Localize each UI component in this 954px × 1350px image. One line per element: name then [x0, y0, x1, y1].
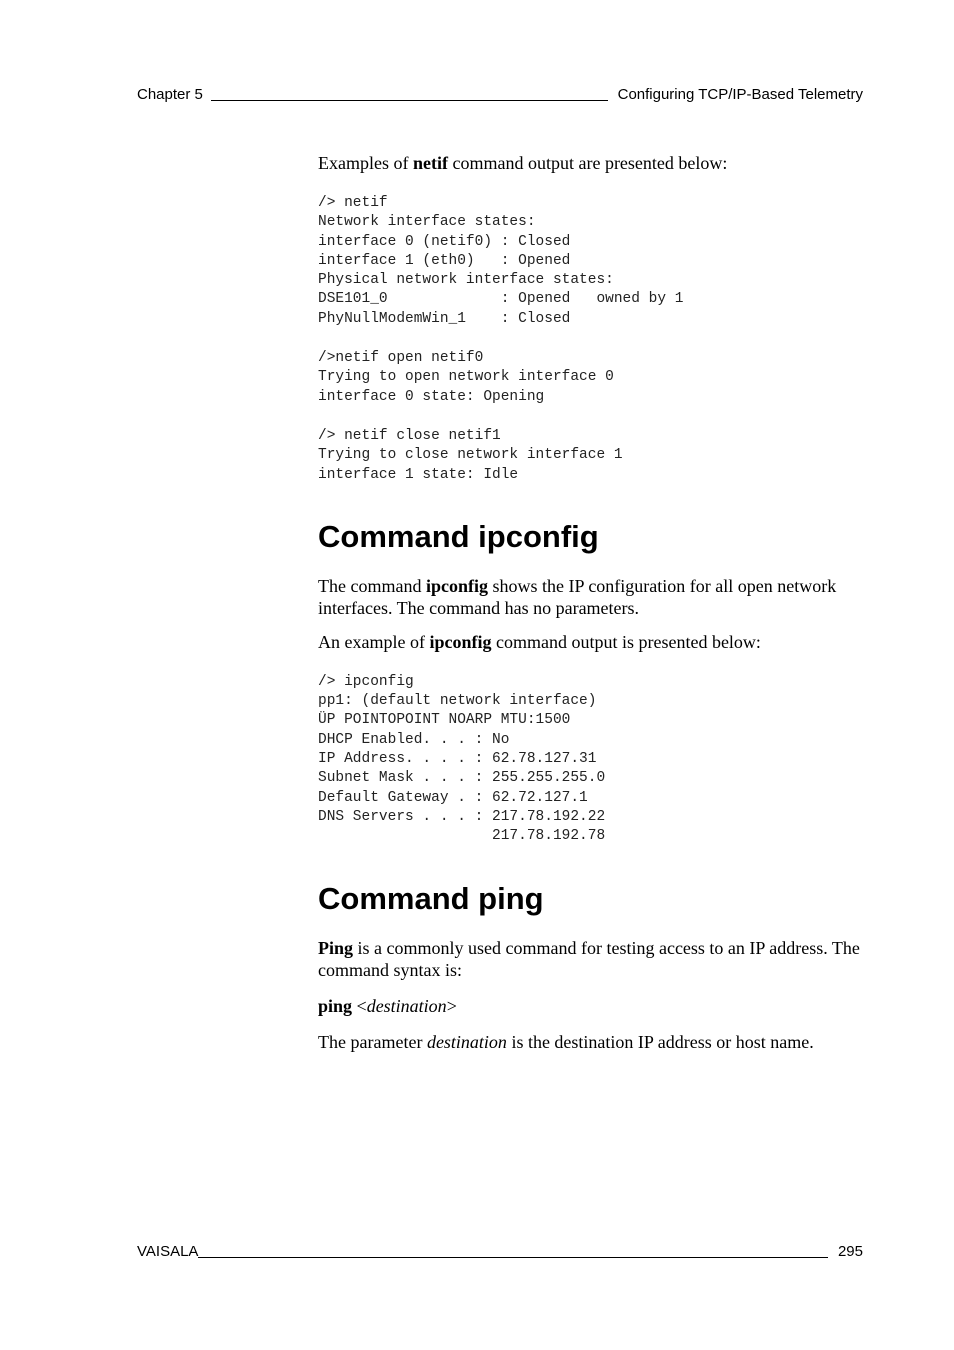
header-title: Configuring TCP/IP-Based Telemetry	[617, 86, 863, 103]
netif-intro-bold: netif	[412, 153, 448, 173]
ping-param-text-2: is the destination IP address or host name.	[506, 1031, 814, 1052]
netif-intro	[318, 152, 863, 174]
ping-syntax-command: ping	[318, 995, 353, 1016]
footer-rule	[198, 1257, 828, 1258]
ping-syntax	[318, 995, 863, 1017]
ipconfig-heading: Command ipconfig	[318, 518, 599, 554]
footer-brand: VAISALA	[137, 1243, 199, 1260]
ipconfig-example-intro	[318, 631, 863, 653]
netif-code-block-1: /> netif Network interface states: interface 0 (netif0) : Closed interface 1 (eth0) : Opened Physical network interface states: DSE101_0 : Opened owned by 1 PhyNullModemWin_1 : Closed	[318, 195, 684, 327]
ping-parameter-description	[318, 1031, 863, 1053]
header-chapter: Chapter 5	[137, 86, 203, 103]
ipconfig-example-bold: ipconfig	[429, 631, 492, 652]
header-rule	[211, 100, 608, 101]
footer-page-number: 295	[837, 1243, 863, 1260]
ping-syntax-close: >	[446, 995, 457, 1016]
netif-code-block-2: />netif open netif0 Trying to open network interface 0 interface 0 state: Opening	[318, 350, 614, 405]
netif-intro-text-2: command output are presented below:	[447, 153, 728, 173]
ping-description	[318, 937, 863, 981]
ping-syntax-param: destination	[366, 995, 447, 1016]
ping-desc-bold: Ping	[318, 937, 354, 958]
netif-code-block-3: /> netif close netif1 Trying to close network interface 1 interface 1 state: Idle	[318, 427, 623, 483]
ping-param-italic: destination	[426, 1031, 507, 1052]
ipconfig-desc-text-2: shows the IP configuration for all open network interfaces. The command has no parameters.	[318, 575, 837, 618]
ipconfig-example-text-1: An example of	[318, 631, 430, 652]
page-header	[137, 86, 863, 104]
ping-heading: Command ping	[318, 880, 544, 916]
ping-desc-text: is a commonly used command for testing access to an IP address. The command syntax is:	[318, 937, 860, 980]
ipconfig-desc-text-1: The command	[318, 575, 426, 596]
ipconfig-desc-bold: ipconfig	[425, 575, 488, 596]
page-content	[318, 152, 863, 1053]
ping-syntax-open: <	[352, 995, 367, 1016]
ping-param-text-1: The parameter	[318, 1031, 427, 1052]
ipconfig-code-block: /> ipconfig pp1: (default network interface) ÜP POINTOPOINT NOARP MTU:1500 DHCP Enabled. . . : No IP Address. . . . : 62.78.127.31 Subnet Mask . . . : 255.255.255.0 Default Gateway . : 62.72.127.1 DNS Servers . . . : 217.78.192.22 217.78.192.78	[318, 673, 606, 845]
netif-intro-text-1: Examples of	[318, 153, 413, 173]
ipconfig-example-text-2: command output is presented below:	[491, 631, 761, 652]
ipconfig-description	[318, 575, 863, 619]
page-footer	[137, 1243, 863, 1261]
